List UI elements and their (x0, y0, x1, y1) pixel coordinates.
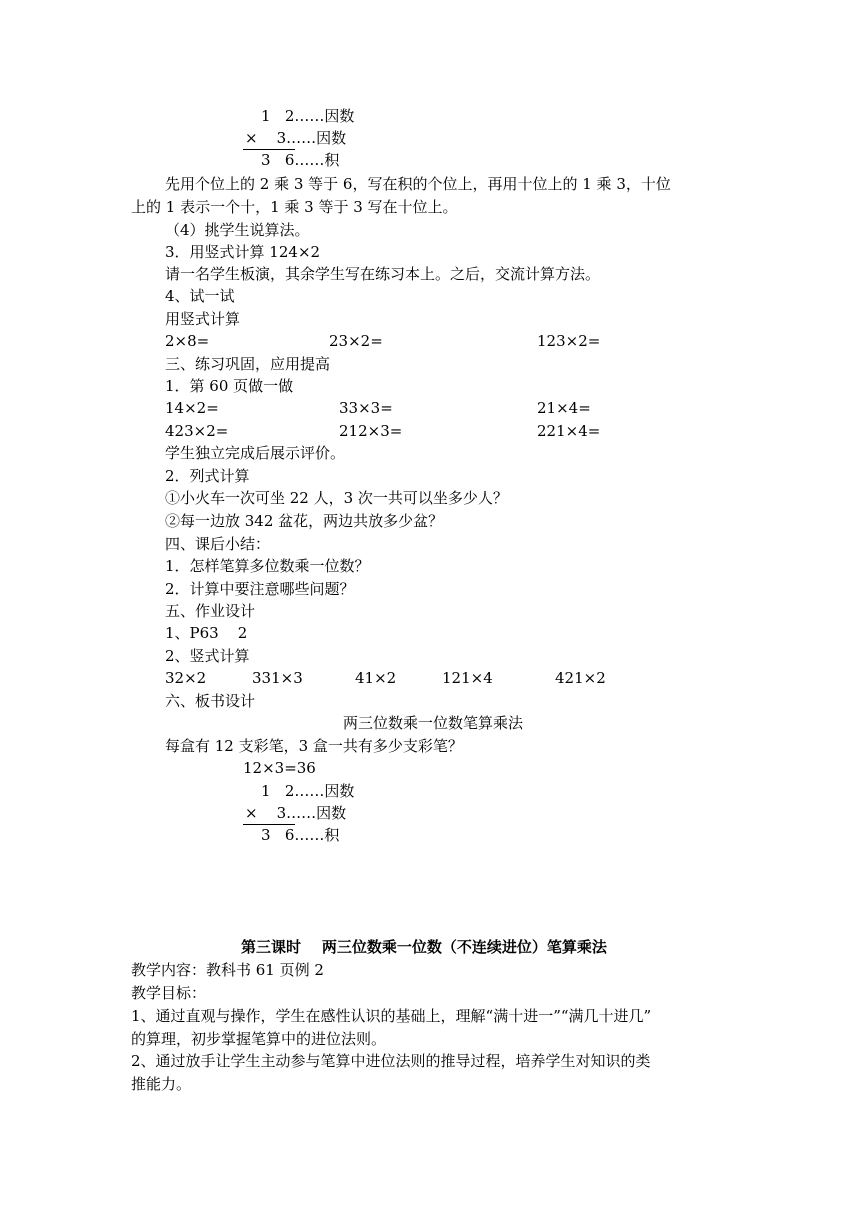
board-instruction: 请一名学生板演，其余学生写在练习本上。之后，交流计算方法。 (165, 265, 601, 283)
calc1-row2: × 3……因数 (245, 129, 347, 147)
lesson-3-title: 第三课时 两三位数乘一位数（不连续进位）笔算乘法 (241, 938, 607, 956)
question-2: ②每一边放 342 盆花，两边共放多少盆？ (165, 512, 444, 530)
explain-line-2: 上的 1 表示一个十，1 乘 3 等于 3 写在十位上。 (131, 198, 458, 216)
homework-item: 421×2 (555, 669, 606, 687)
p60-exercise: 1．第 60 页做一做 (165, 377, 294, 395)
board-question: 每盒有 12 支彩笔，3 盒一共有多少支彩笔？ (165, 737, 463, 755)
try-item: 2×8= (165, 332, 210, 350)
homework-1: 1、P63 2 (165, 624, 248, 642)
section-5-heading: 五、作业设计 (165, 602, 256, 620)
homework-item: 121×4 (442, 669, 493, 687)
homework-item: 331×3 (252, 669, 303, 687)
calc2-row2: × 3……因数 (245, 804, 347, 822)
vertical-calc-label: 用竖式计算 (165, 310, 241, 328)
step-3: 3．用竖式计算 124×2 (165, 243, 321, 261)
lesson-content: 教学内容：教科书 61 页例 2 (131, 961, 324, 979)
goal-1-line-1: 1、通过直观与操作，学生在感性认识的基础上，理解“满十进一”“满几十进几” (131, 1007, 652, 1025)
summary-item-1: 1．怎样笔算多位数乘一位数？ (165, 557, 370, 575)
homework-item: 32×2 (165, 669, 207, 687)
try-item: 123×2= (537, 332, 601, 350)
practice-item: 221×4= (537, 422, 601, 440)
step-4: （4）挑学生说算法。 (165, 221, 310, 239)
question-1: ①小火车一次可坐 22 人，3 次一共可以坐多少人？ (165, 489, 508, 507)
section-4-heading: 四、课后小结： (165, 535, 271, 553)
practice-item: 212×3= (339, 422, 403, 440)
explain-line-1: 先用个位上的 2 乘 3 等于 6，写在积的个位上，再用十位上的 1 乘 3，十位 (165, 175, 671, 193)
evaluation-note: 学生独立完成后展示评价。 (165, 444, 346, 462)
practice-item: 21×4= (537, 399, 591, 417)
calc2-row3: 3 6……积 (261, 826, 340, 844)
calc1-row1: 1 2……因数 (261, 107, 355, 125)
board-title: 两三位数乘一位数笔算乘法 (343, 714, 524, 732)
practice-item: 14×2= (165, 399, 219, 417)
calc2-row1: 1 2……因数 (261, 782, 355, 800)
try-item: 23×2= (329, 332, 383, 350)
homework-item: 41×2 (355, 669, 397, 687)
goal-2-line-1: 2、通过放手让学生主动参与笔算中进位法则的推导过程，培养学生对知识的类 (131, 1052, 651, 1070)
section-3-heading: 三、练习巩固，应用提高 (165, 355, 331, 373)
homework-2: 2、竖式计算 (165, 647, 250, 665)
section-6-heading: 六、板书设计 (165, 692, 256, 710)
lesson-goal-label: 教学目标： (131, 984, 207, 1002)
practice-item: 33×3= (339, 399, 393, 417)
summary-item-2: 2．计算中要注意哪些问题？ (165, 580, 355, 598)
practice-item: 423×2= (165, 422, 229, 440)
try-heading: 4、试一试 (165, 287, 235, 305)
goal-1-line-2: 的算理，初步掌握笔算中的进位法则。 (131, 1030, 387, 1048)
column-calc-heading: 2．列式计算 (165, 467, 250, 485)
calc1-row3: 3 6……积 (261, 151, 340, 169)
board-equation: 12×3=36 (243, 759, 316, 777)
goal-2-line-2: 推能力。 (131, 1075, 192, 1093)
